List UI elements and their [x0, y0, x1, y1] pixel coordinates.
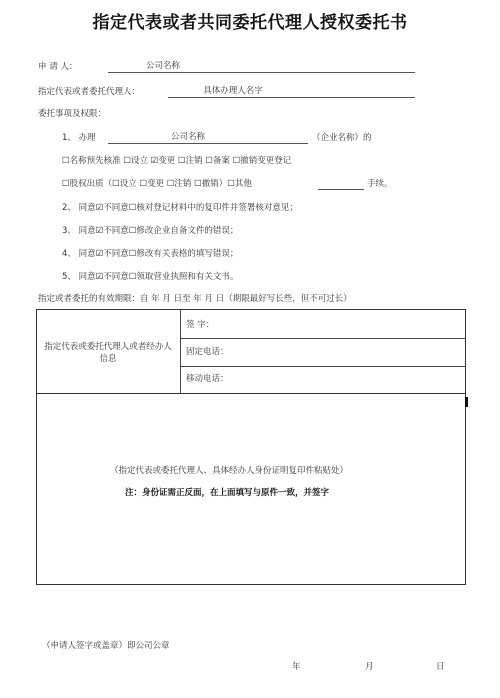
signature-label: 签 字：	[186, 320, 215, 330]
applicant-label: 申 请 人：	[38, 62, 78, 72]
agent-info-row-divider-2	[180, 366, 466, 367]
edge-mark	[465, 397, 468, 407]
agent-label: 指定代表或者委托代理人：	[38, 87, 141, 97]
date-day: 日	[436, 662, 445, 672]
item2-text: 2、 同意☑不同意☐核对登记材料中的复印件并签署核对意见；	[62, 203, 298, 213]
item1-suffix: （企业名称）的	[312, 133, 372, 143]
item1-procedures: 手续。	[367, 179, 393, 189]
item1-company-underline	[108, 143, 308, 144]
applicant-underline	[108, 72, 415, 73]
fixed-phone-label: 固定电话：	[186, 347, 229, 357]
agent-value: 具体办理人名字	[203, 86, 263, 96]
agent-info-column-divider	[180, 309, 181, 394]
matters-label: 委托事项及权限：	[38, 109, 107, 119]
agent-info-label: 指定代表或委托代理人或者经办人信息	[44, 342, 172, 364]
item5-text: 5、 同意☑不同意☐领取营业执照和有关文书。	[62, 272, 239, 282]
mobile-phone-label: 移动电话：	[186, 374, 229, 384]
agent-underline	[168, 97, 415, 98]
item1-prefix: 1、 办理	[62, 133, 96, 143]
item1-other-underline	[318, 189, 364, 190]
id-paste-label: （指定代表或委托代理人、具体经办人身份证明复印件粘贴处）	[110, 466, 349, 476]
document-title: 指定代表或者共同委托代理人授权委托书	[92, 13, 408, 33]
validity-text: 指定或者委托的有效期限：自 年 月 日至 年 月 日（期限最好写长些，但不可过长）	[38, 294, 352, 304]
item3-text: 3、 同意☑不同意☐修改企业自备文件的错误；	[62, 226, 239, 236]
item4-text: 4、 同意☑不同意☐修改有关表格的填写错误；	[62, 249, 239, 259]
date-year: 年	[292, 662, 301, 672]
item1-options-row1: ☐名称预先核准 ☐设立 ☑变更 ☐注销 ☐备案 ☐撤销变更登记	[62, 156, 292, 166]
agent-info-row-divider-1	[180, 338, 466, 339]
applicant-signature-note: （申请人签字或盖章）即公司公章	[42, 641, 170, 651]
date-month: 月	[365, 662, 374, 672]
id-note: 注：身份证需正反面，在上面填写与原件一致，并签字	[125, 488, 330, 498]
item1-options-row2: ☐股权出质（☐设立 ☐变更 ☐注销 ☐撤销）☐其他	[62, 179, 252, 189]
applicant-value: 公司名称	[145, 61, 180, 71]
item1-company-value: 公司名称	[170, 132, 205, 142]
